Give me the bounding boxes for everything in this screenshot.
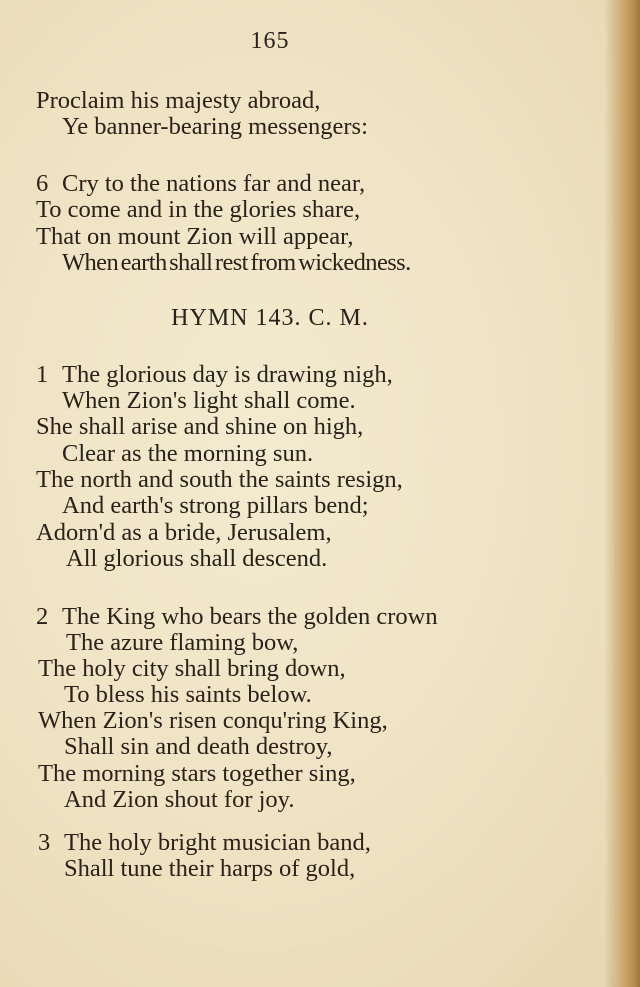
verse-2-line-4: To bless his saints below. xyxy=(64,681,312,708)
verse-2-line-1 xyxy=(36,604,438,630)
stanza-6-line-4: When earth shall rest from wickedness. xyxy=(62,249,411,276)
verse-1-line-1-text: The glorious day is drawing nigh, xyxy=(62,361,393,388)
verse-2-line-7: The morning stars together sing, xyxy=(38,760,356,787)
verse-1-line-6: And earth's strong pillars bend; xyxy=(62,492,369,519)
verse-1-line-3: She shall arise and shine on high, xyxy=(36,413,364,440)
verse-1-line-5: The north and south the saints resign, xyxy=(36,466,403,493)
stanza-6-line-1 xyxy=(36,171,365,197)
verse-3-number: 3 xyxy=(38,829,51,856)
stanza-6-line-3: That on mount Zion will appear, xyxy=(36,223,354,250)
verse-1-line-4: Clear as the morning sun. xyxy=(62,440,314,467)
stanza-6-line-2: To come and in the glories share, xyxy=(36,196,361,223)
verse-1-line-1 xyxy=(36,362,393,388)
verse-2-line-3: The holy city shall bring down, xyxy=(38,655,346,682)
verse-1-line-8: All glorious shall descend. xyxy=(66,545,328,572)
verse-2-line-2: The azure flaming bow, xyxy=(66,629,299,656)
verse-2-line-8: And Zion shout for joy. xyxy=(64,786,295,813)
verse-1-number: 1 xyxy=(36,361,49,388)
stanza-end-line-2: Ye banner-bearing messengers: xyxy=(62,113,368,140)
verse-2-number: 2 xyxy=(36,603,49,630)
page-edge-shadow xyxy=(604,0,614,987)
stanza-6-number: 6 xyxy=(36,170,49,197)
verse-3-line-1-text: The holy bright musician band, xyxy=(64,829,371,856)
verse-1-line-7: Adorn'd as a bride, Jerusalem, xyxy=(36,519,332,546)
verse-2-line-6: Shall sin and death destroy, xyxy=(64,733,333,760)
verse-3-line-2: Shall tune their harps of gold, xyxy=(64,855,356,882)
verse-2-line-5: When Zion's risen conqu'ring King, xyxy=(38,707,388,734)
hymn-title: HYMN 143. C. M. xyxy=(171,305,369,331)
verse-1-line-2: When Zion's light shall come. xyxy=(62,387,356,414)
verse-2-line-1-text: The King who bears the golden crown xyxy=(62,603,438,630)
stanza-6-line-1-text: Cry to the nations far and near, xyxy=(62,170,366,197)
page-edge xyxy=(614,0,640,987)
verse-3-line-1 xyxy=(38,830,371,856)
stanza-end-line-1: Proclaim his majesty abroad, xyxy=(36,87,321,114)
page-number: 165 xyxy=(250,28,290,54)
